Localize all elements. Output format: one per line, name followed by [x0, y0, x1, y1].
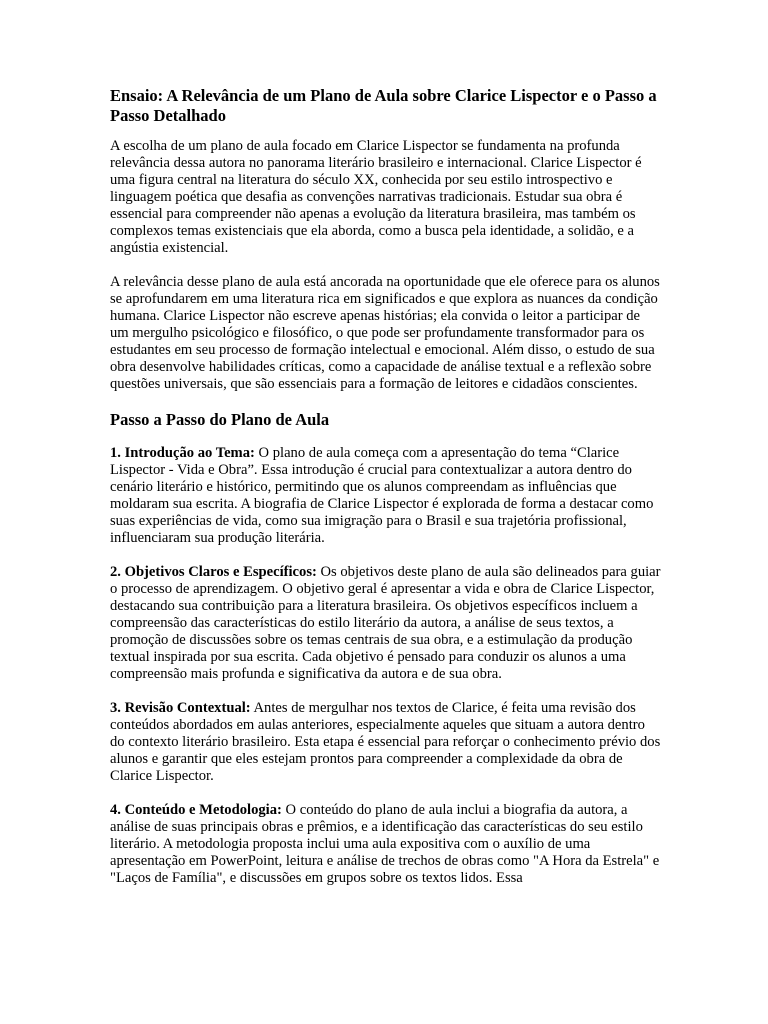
step-label: 2. Objetivos Claros e Específicos: [110, 564, 317, 580]
step-paragraph [110, 564, 662, 683]
step-text: Antes de mergulhar nos textos de Clarice, é feita uma revisão dos conteúdos abordados em aulas anteriores, especialmente aqueles que situam a autora dentro do contexto literário brasileiro. Esta etapa é essencial para reforçar o conhecimento prévio dos alunos e garantir que eles estejam prontos para compreender a complexidade da obra de Clarice Lispector. [110, 700, 661, 784]
section-heading: Passo a Passo do Plano de Aula [110, 410, 330, 429]
intro-paragraph: A escolha de um plano de aula focado em Clarice Lispector se fundamenta na profunda relevância dessa autora no panorama literário brasileiro e internacional. Clarice Lispector é uma figura central na literatura do século XX, conhecida por seu estilo introspectivo e linguagem poética que desafia as convenções narrativas tradicionais. Estudar sua obra é essencial para compreender não apenas a evolução da literatura brasileira, mas também os complexos temas existenciais que ela aborda, como a busca pela identidade, a solidão, e a angústia existencial. [110, 138, 642, 256]
step-text: Os objetivos deste plano de aula são delineados para guiar o processo de aprendizagem. O objetivo geral é apresentar a vida e obra de Clarice Lispector, destacando sua contribuição para a literatura brasileira. Os objetivos específicos incluem a compreensão das características do estilo literário da autora, a análise de seus textos, a promoção de discussões sobre os temas centrais de sua obra, e a estimulação da produção textual inspirada por sua escrita. Cada objetivo é pensado para conduzir os alunos a uma compreensão mais profunda e significativa da autora e de sua obra. [110, 564, 661, 682]
step-text: O conteúdo do plano de aula inclui a biografia da autora, a análise de suas principais obras e prêmios, e a identificação das características do seu estilo literário. A metodologia proposta inclui uma aula expositiva com o auxílio de uma apresentação em PowerPoint, leitura e análise de trechos de obras como "A Hora da Estrela" e "Laços de Família", e discussões em grupos sobre os textos lidos. Essa [110, 802, 660, 886]
step-text: O plano de aula começa com a apresentação do tema “Clarice Lispector - Vida e Obra”. Essa introdução é crucial para contextualizar a autora dentro do cenário literário e histórico, permitindo que os alunos compreendam as influências que moldaram sua escrita. A biografia de Clarice Lispector é explorada de forma a destacar como suas experiências de vida, como sua imigração para o Brasil e sua trajetória profissional, influenciaram sua produção literária. [110, 445, 654, 546]
document-page [110, 86, 662, 904]
step-paragraph [110, 445, 662, 547]
step-paragraph [110, 802, 662, 887]
intro-paragraph: A relevância desse plano de aula está ancorada na oportunidade que ele oferece para os alunos se aprofundarem em uma literatura rica em significados e que explora as nuances da condição humana. Clarice Lispector não escreve apenas histórias; ela convida o leitor a participar de um mergulho psicológico e filosófico, o que pode ser profundamente transformador para os estudantes em seu processo de formação intelectual e emocional. Além disso, o estudo de sua obra desenvolve habilidades críticas, como a capacidade de análise textual e a reflexão sobre questões universais, que são essenciais para a formação de leitores e cidadãos conscientes. [110, 274, 660, 392]
document-title: Ensaio: A Relevância de um Plano de Aula sobre Clarice Lispector e o Passo a Passo Detalhado [110, 86, 657, 125]
step-label: 1. Introdução ao Tema: [110, 445, 255, 461]
step-paragraph [110, 700, 662, 785]
step-label: 3. Revisão Contextual: [110, 700, 251, 716]
step-label: 4. Conteúdo e Metodologia: [110, 802, 282, 818]
